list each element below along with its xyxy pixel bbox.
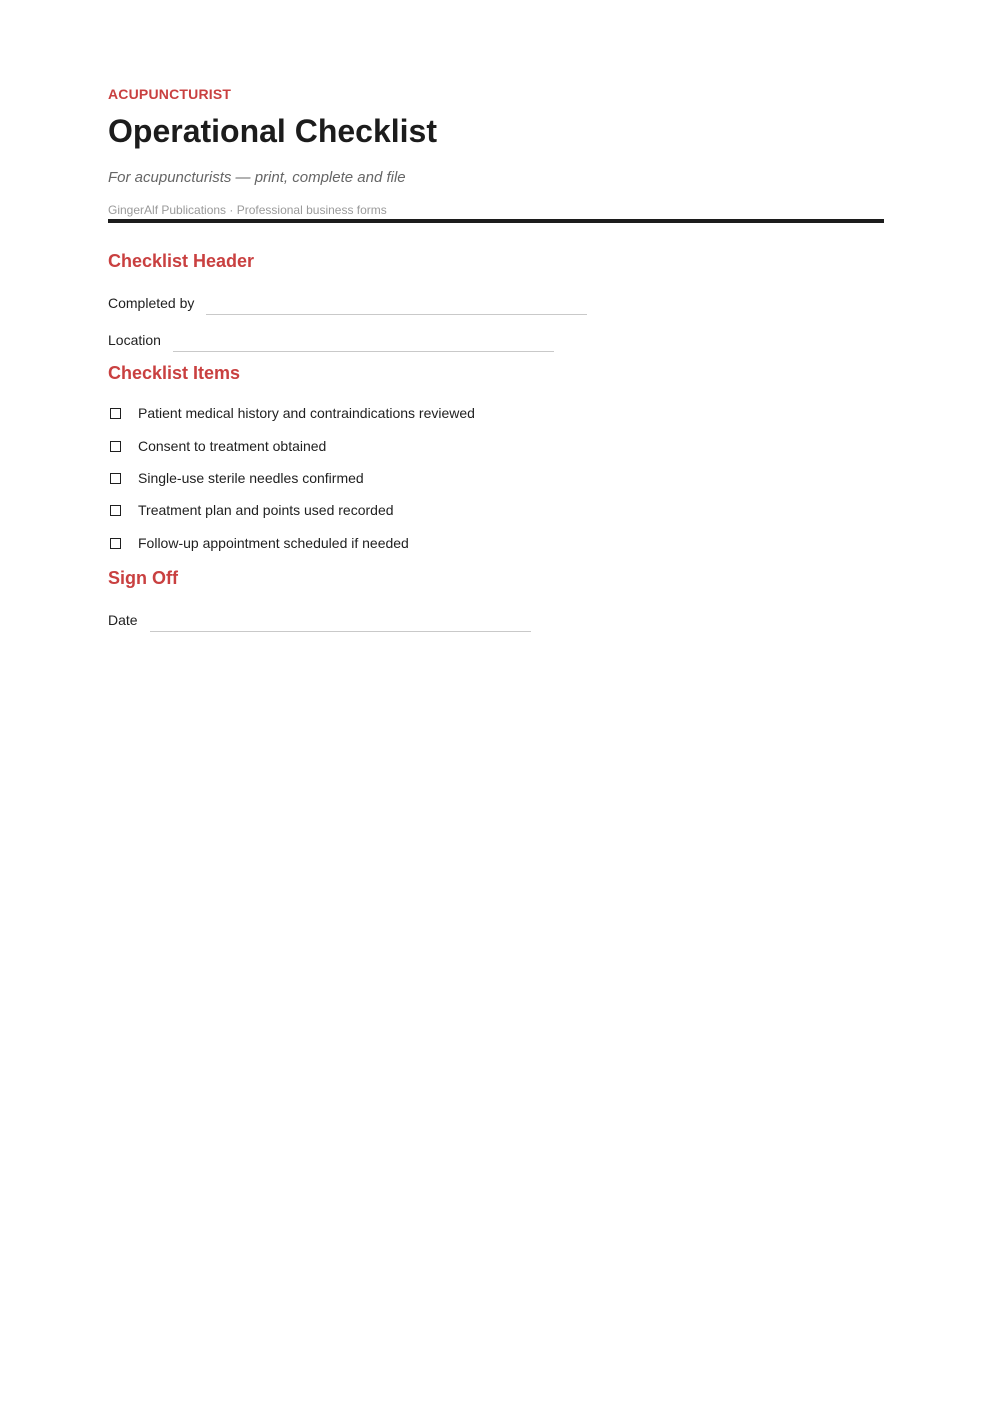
page-subtitle: For acupuncturists — print, complete and file bbox=[108, 169, 406, 186]
section-title-sign-off: Sign Off bbox=[108, 568, 178, 588]
location-label: Location bbox=[108, 332, 161, 348]
checkbox[interactable] bbox=[110, 538, 121, 549]
checkbox[interactable] bbox=[110, 441, 121, 452]
checklist-item-label: Consent to treatment obtained bbox=[138, 438, 327, 454]
checklist-item bbox=[108, 499, 394, 521]
checklist-item-label: Follow-up appointment scheduled if needed bbox=[138, 535, 409, 551]
page-title: Operational Checklist bbox=[108, 113, 437, 149]
checklist-item bbox=[108, 402, 475, 424]
date-field bbox=[108, 605, 531, 629]
completed-by-field bbox=[108, 288, 587, 312]
checklist-item-label: Single-use sterile needles confirmed bbox=[138, 470, 364, 486]
checklist-item-label: Patient medical history and contraindications reviewed bbox=[138, 405, 475, 421]
location-input-line[interactable] bbox=[173, 351, 554, 352]
date-label: Date bbox=[108, 612, 138, 628]
completed-by-input-line[interactable] bbox=[206, 314, 587, 315]
checklist-item bbox=[108, 467, 364, 489]
checklist-item bbox=[108, 435, 326, 457]
section-title-checklist-items: Checklist Items bbox=[108, 363, 241, 383]
checkbox[interactable] bbox=[110, 408, 121, 419]
checkbox[interactable] bbox=[110, 473, 121, 484]
completed-by-label: Completed by bbox=[108, 295, 195, 311]
form-category: ACUPUNCTURIST bbox=[108, 86, 232, 102]
checkbox[interactable] bbox=[110, 505, 121, 516]
publisher-line: GingerAlf Publications · Professional business forms bbox=[108, 203, 387, 217]
date-input-line[interactable] bbox=[150, 631, 531, 632]
checklist-item bbox=[108, 532, 409, 554]
header-divider bbox=[108, 219, 884, 223]
section-title-checklist-header: Checklist Header bbox=[108, 251, 255, 271]
location-field bbox=[108, 325, 554, 349]
checklist-item-label: Treatment plan and points used recorded bbox=[138, 502, 394, 518]
